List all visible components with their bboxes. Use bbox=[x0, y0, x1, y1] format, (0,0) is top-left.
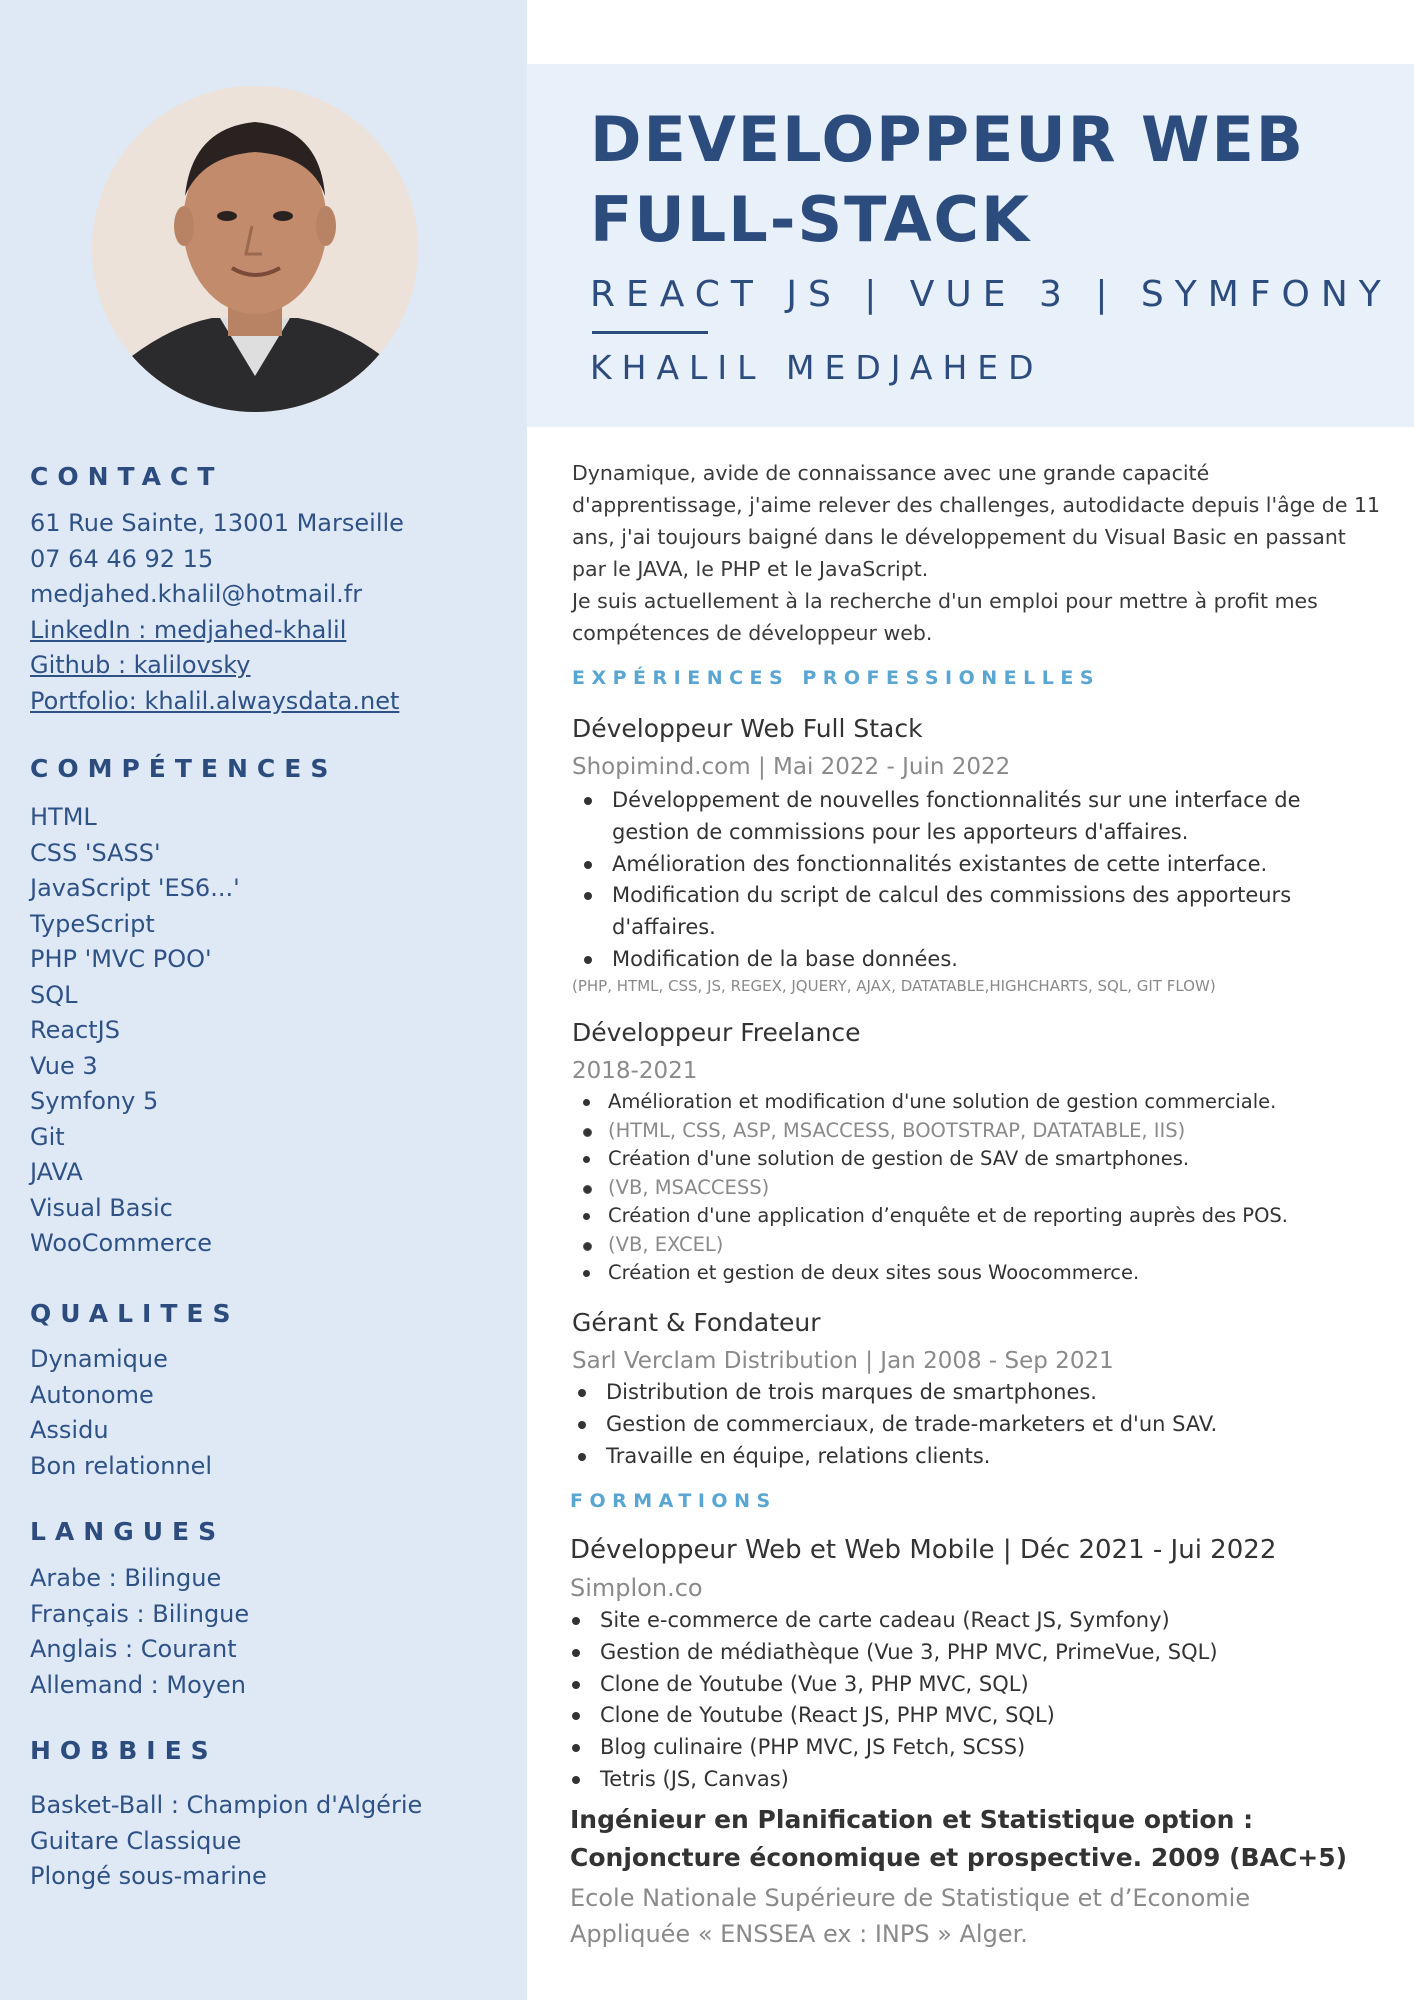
formation-bullet: Clone de Youtube (Vue 3, PHP MVC, SQL) bbox=[560, 1669, 1360, 1701]
hobbies-list bbox=[30, 1788, 422, 1895]
langue-item: Anglais : Courant bbox=[30, 1635, 237, 1663]
portfolio-link[interactable]: Portfolio: khalil.alwaysdata.net bbox=[30, 686, 400, 715]
competence-item: HTML bbox=[30, 803, 97, 831]
title-divider bbox=[592, 331, 708, 334]
contact-email: medjahed.khalil@hotmail.fr bbox=[30, 580, 363, 608]
formation-bullet: Clone de Youtube (React JS, PHP MVC, SQL) bbox=[560, 1700, 1360, 1732]
job-bullets bbox=[572, 785, 1342, 976]
hobbies-heading: HOBBIES bbox=[30, 1736, 218, 1765]
contact-list bbox=[30, 506, 404, 719]
job-bullet: Gestion de commerciaux, de trade-marketers et d'un SAV. bbox=[566, 1409, 1366, 1441]
qualite-item: Bon relationnel bbox=[30, 1451, 213, 1480]
qualite-item: Dynamique bbox=[30, 1345, 168, 1373]
qualite-item: Autonome bbox=[30, 1380, 154, 1409]
competence-item: SQL bbox=[30, 980, 78, 1009]
job-bullet: Distribution de trois marques de smartphones. bbox=[566, 1377, 1366, 1409]
formations-heading: FORMATIONS bbox=[570, 1490, 777, 1512]
competence-item: WooCommerce bbox=[30, 1229, 212, 1257]
competence-item: Symfony 5 bbox=[30, 1087, 159, 1115]
competence-item: CSS 'SASS' bbox=[30, 838, 161, 867]
competence-item: Visual Basic bbox=[30, 1193, 173, 1222]
hobby-item: Basket-Ball : Champion d'Algérie bbox=[30, 1791, 423, 1819]
competences-list bbox=[30, 800, 240, 1262]
profile-summary bbox=[572, 457, 1382, 649]
experiences-heading: EXPÉRIENCES PROFESSIONELLES bbox=[572, 667, 1100, 689]
job-bullet: Modification du script de calcul des commissions des apporteurs d'affaires. bbox=[572, 880, 1342, 944]
langues-list bbox=[30, 1561, 249, 1703]
formation-bullet: Tetris (JS, Canvas) bbox=[560, 1764, 1360, 1796]
job-bullet: Création d'une application d’enquête et de reporting auprès des POS. bbox=[572, 1202, 1288, 1231]
competence-item: Vue 3 bbox=[30, 1051, 98, 1080]
summary-paragraph: Dynamique, avide de connaissance avec une grande capacité d'apprentissage, j'aime relever des challenges, autodidacte depuis l'âge de 11 ans, j'ai toujours baigné dans le développement du Visual Basic en passant par le JAVA, le PHP et le JavaScript. bbox=[572, 461, 1381, 581]
summary-paragraph: Je suis actuellement à la recherche d'un emploi pour mettre à profit mes compétences de développeur web. bbox=[572, 589, 1318, 645]
job-bullet: Création et gestion de deux sites sous Woocommerce. bbox=[572, 1259, 1288, 1288]
job-bullet: Création d'une solution de gestion de SAV de smartphones. bbox=[572, 1145, 1288, 1174]
langue-item: Allemand : Moyen bbox=[30, 1670, 246, 1699]
job-bullet: Amélioration des fonctionnalités existantes de cette interface. bbox=[572, 849, 1342, 881]
formation-bullet: Gestion de médiathèque (Vue 3, PHP MVC, PrimeVue, SQL) bbox=[560, 1637, 1360, 1669]
competence-item: JavaScript 'ES6...' bbox=[30, 874, 240, 902]
formation-school: Appliquée « ENSSEA ex : INPS » Alger. bbox=[570, 1920, 1028, 1948]
competence-item: JAVA bbox=[30, 1158, 83, 1186]
qualites-heading: QUALITES bbox=[30, 1299, 240, 1328]
formation-title: Développeur Web et Web Mobile | Déc 2021 - Jui 2022 bbox=[570, 1535, 1277, 1565]
hobby-item: Plongé sous-marine bbox=[30, 1862, 267, 1890]
job-meta: Sarl Verclam Distribution | Jan 2008 - Sep 2021 bbox=[572, 1348, 1114, 1374]
job-meta: 2018-2021 bbox=[572, 1058, 698, 1084]
formation-school: Ecole Nationale Supérieure de Statistique et d’Economie bbox=[570, 1884, 1251, 1912]
job-role: Gérant & Fondateur bbox=[572, 1308, 821, 1337]
competence-item: ReactJS bbox=[30, 1016, 120, 1044]
job-bullet: Développement de nouvelles fonctionnalités sur une interface de gestion de commissions pour les apporteurs d'affaires. bbox=[572, 785, 1342, 849]
contact-heading: CONTACT bbox=[30, 462, 224, 491]
langue-item: Français : Bilingue bbox=[30, 1599, 250, 1628]
competence-item: PHP 'MVC POO' bbox=[30, 945, 212, 973]
hobby-item: Guitare Classique bbox=[30, 1826, 242, 1855]
formation-school: Simplon.co bbox=[570, 1574, 703, 1602]
contact-phone: 07 64 46 92 15 bbox=[30, 544, 214, 573]
job-bullet: Travaille en équipe, relations clients. bbox=[566, 1441, 1366, 1473]
job-meta: Shopimind.com | Mai 2022 - Juin 2022 bbox=[572, 754, 1011, 780]
person-name: KHALIL MEDJAHED bbox=[590, 348, 1044, 387]
tech-stack-note: (PHP, HTML, CSS, JS, REGEX, JQUERY, AJAX, DATATABLE,HIGHCHARTS, SQL, GIT FLOW) bbox=[572, 977, 1216, 995]
competence-item: TypeScript bbox=[30, 909, 155, 938]
job-role: Développeur Freelance bbox=[572, 1018, 861, 1047]
contact-address: 61 Rue Sainte, 13001 Marseille bbox=[30, 509, 404, 537]
formation-title: Conjoncture économique et prospective. 2009 (BAC+5) bbox=[570, 1843, 1348, 1872]
github-link[interactable]: Github : kalilovsky bbox=[30, 651, 251, 679]
qualites-list bbox=[30, 1342, 212, 1484]
profile-photo bbox=[92, 86, 418, 412]
job-bullets bbox=[572, 1088, 1288, 1288]
job-stack-subtitle: REACT JS | VUE 3 | SYMFONY bbox=[590, 274, 1392, 315]
job-bullet: Modification de la base données. bbox=[572, 944, 1342, 976]
job-role: Développeur Web Full Stack bbox=[572, 714, 923, 743]
formation-title: Ingénieur en Planification et Statistique option : bbox=[570, 1805, 1254, 1834]
competences-heading: COMPÉTENCES bbox=[30, 754, 338, 783]
formation-bullet: Site e-commerce de carte cadeau (React JS, Symfony) bbox=[560, 1605, 1360, 1637]
job-title: DEVELOPPEUR WEB FULL-STACK bbox=[590, 103, 1306, 256]
job-bullet: Amélioration et modification d'une solution de gestion commerciale. bbox=[572, 1088, 1288, 1117]
formation-bullet: Blog culinaire (PHP MVC, JS Fetch, SCSS) bbox=[560, 1732, 1360, 1764]
langue-item: Arabe : Bilingue bbox=[30, 1564, 222, 1592]
qualite-item: Assidu bbox=[30, 1416, 109, 1444]
job-sub-bullet: (VB, MSACCESS) bbox=[572, 1174, 1288, 1203]
job-sub-bullet: (VB, EXCEL) bbox=[572, 1231, 1288, 1260]
job-bullets bbox=[566, 1377, 1366, 1472]
competence-item: Git bbox=[30, 1122, 65, 1151]
linkedin-link[interactable]: LinkedIn : medjahed-khalil bbox=[30, 615, 347, 644]
job-sub-bullet: (HTML, CSS, ASP, MSACCESS, BOOTSTRAP, DATATABLE, IIS) bbox=[572, 1117, 1288, 1146]
formation-bullets bbox=[560, 1605, 1360, 1796]
langues-heading: LANGUES bbox=[30, 1517, 226, 1546]
